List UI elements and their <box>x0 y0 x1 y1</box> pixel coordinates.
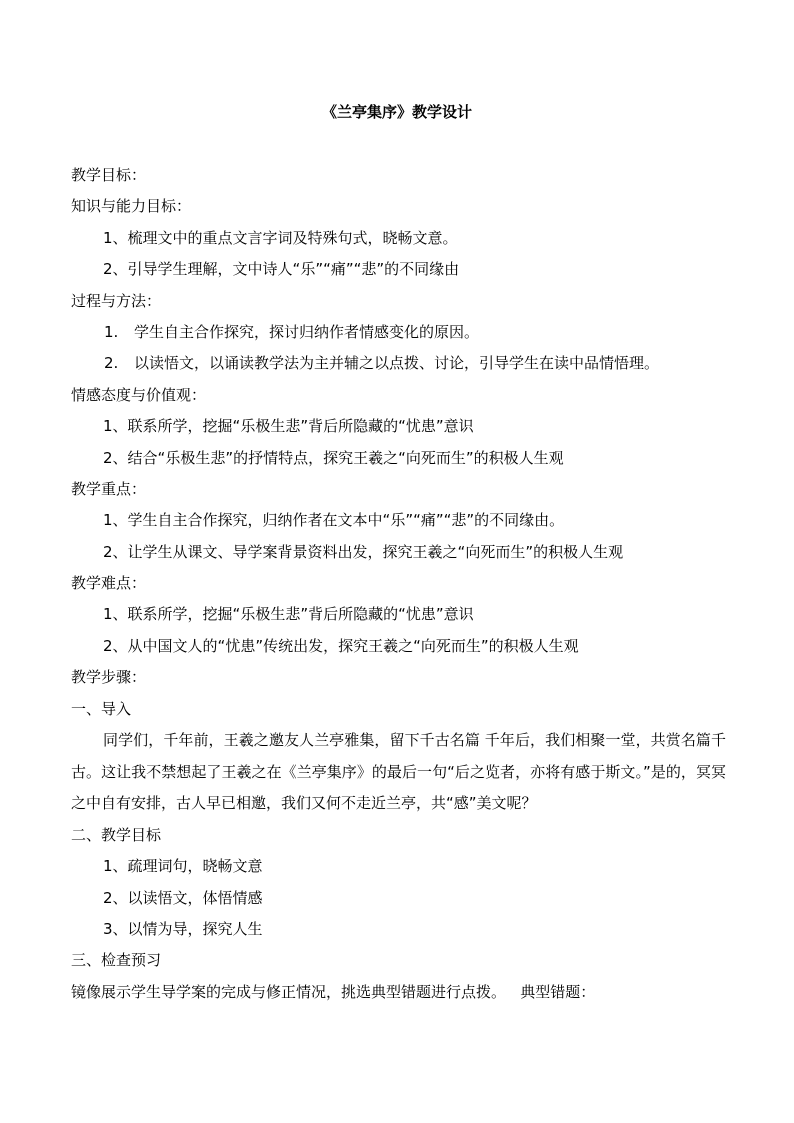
difficulties-heading: 教学难点： <box>71 574 147 593</box>
step3-heading: 三、检查预习 <box>71 951 162 970</box>
knowledge-heading: 知识与能力目标： <box>71 197 192 216</box>
step1-heading: 一、导入 <box>71 699 132 718</box>
knowledge-item-2: 2、引导学生理解，文中诗人“乐”“痛”“悲”的不同缘由 <box>103 260 460 279</box>
step2-item-3: 3、以情为导，探究人生 <box>103 919 263 938</box>
process-item-1-text: 学生自主合作探究，探讨归纳作者情感变化的原因。 <box>134 322 480 341</box>
process-item-2 <box>71 348 726 379</box>
difficulties-item-2: 2、从中国文人的“忧患”传统出发，探究王羲之“向死而生”的积极人生观 <box>103 636 579 655</box>
emotion-heading: 情感态度与价值观： <box>71 385 207 404</box>
step3-text: 镜像展示学生导学案的完成与修正情况，挑选典型错题进行点拨。 典型错题： <box>71 982 596 1001</box>
key-points-heading: 教学重点： <box>71 479 147 498</box>
emotion-item-1: 1、联系所学，挖掘“乐极生悲”背后所隐藏的“忧患”意识 <box>103 417 474 436</box>
difficulties-item-1: 1、联系所学，挖掘“乐极生悲”背后所隐藏的“忧患”意识 <box>103 605 474 624</box>
emotion-item-2: 2、结合“乐极生悲”的抒情特点，探究王羲之“向死而生”的积极人生观 <box>103 448 564 467</box>
objectives-heading: 教学目标： <box>71 166 147 184</box>
knowledge-item-1: 1、梳理文中的重点文言字词及特殊句式，晓畅文意。 <box>103 228 458 247</box>
process-item-1 <box>71 317 726 348</box>
process-item-1-number: 1. <box>104 322 119 341</box>
document-body <box>71 160 726 1008</box>
key-points-item-1: 1、学生自主合作探究，归纳作者在文本中“乐”“痛”“悲”的不同缘由。 <box>103 511 565 530</box>
step1-paragraph: 同学们，千年前，王羲之邀友人兰亭雅集，留下千古名篇 千年后，我们相聚一堂，共赏名篇千古。这让我不禁想起了王羲之在《兰亭集序》的最后一句“后之览者，亦将有感于斯文。”是的，冥冥之中自有安排，古人早已相邀，我们又何不走近兰亭，共“感”美文呢？ <box>71 731 726 813</box>
process-item-2-text: 以读悟文，以诵读教学法为主并辅之以点拨、讨论，引导学生在读中品情悟理。 <box>134 354 660 373</box>
document-title: 《兰亭集序》教学设计 <box>321 103 472 121</box>
steps-heading: 教学步骤： <box>71 668 147 687</box>
step2-item-2: 2、以读悟文，体悟情感 <box>103 888 263 907</box>
process-item-2-number: 2. <box>104 354 119 373</box>
process-heading: 过程与方法： <box>71 291 162 310</box>
key-points-item-2: 2、让学生从课文、导学案背景资料出发，探究王羲之“向死而生”的积极人生观 <box>103 542 624 561</box>
step2-item-1: 1、疏理词句，晓畅文意 <box>103 857 263 876</box>
step2-heading: 二、教学目标 <box>71 825 162 844</box>
